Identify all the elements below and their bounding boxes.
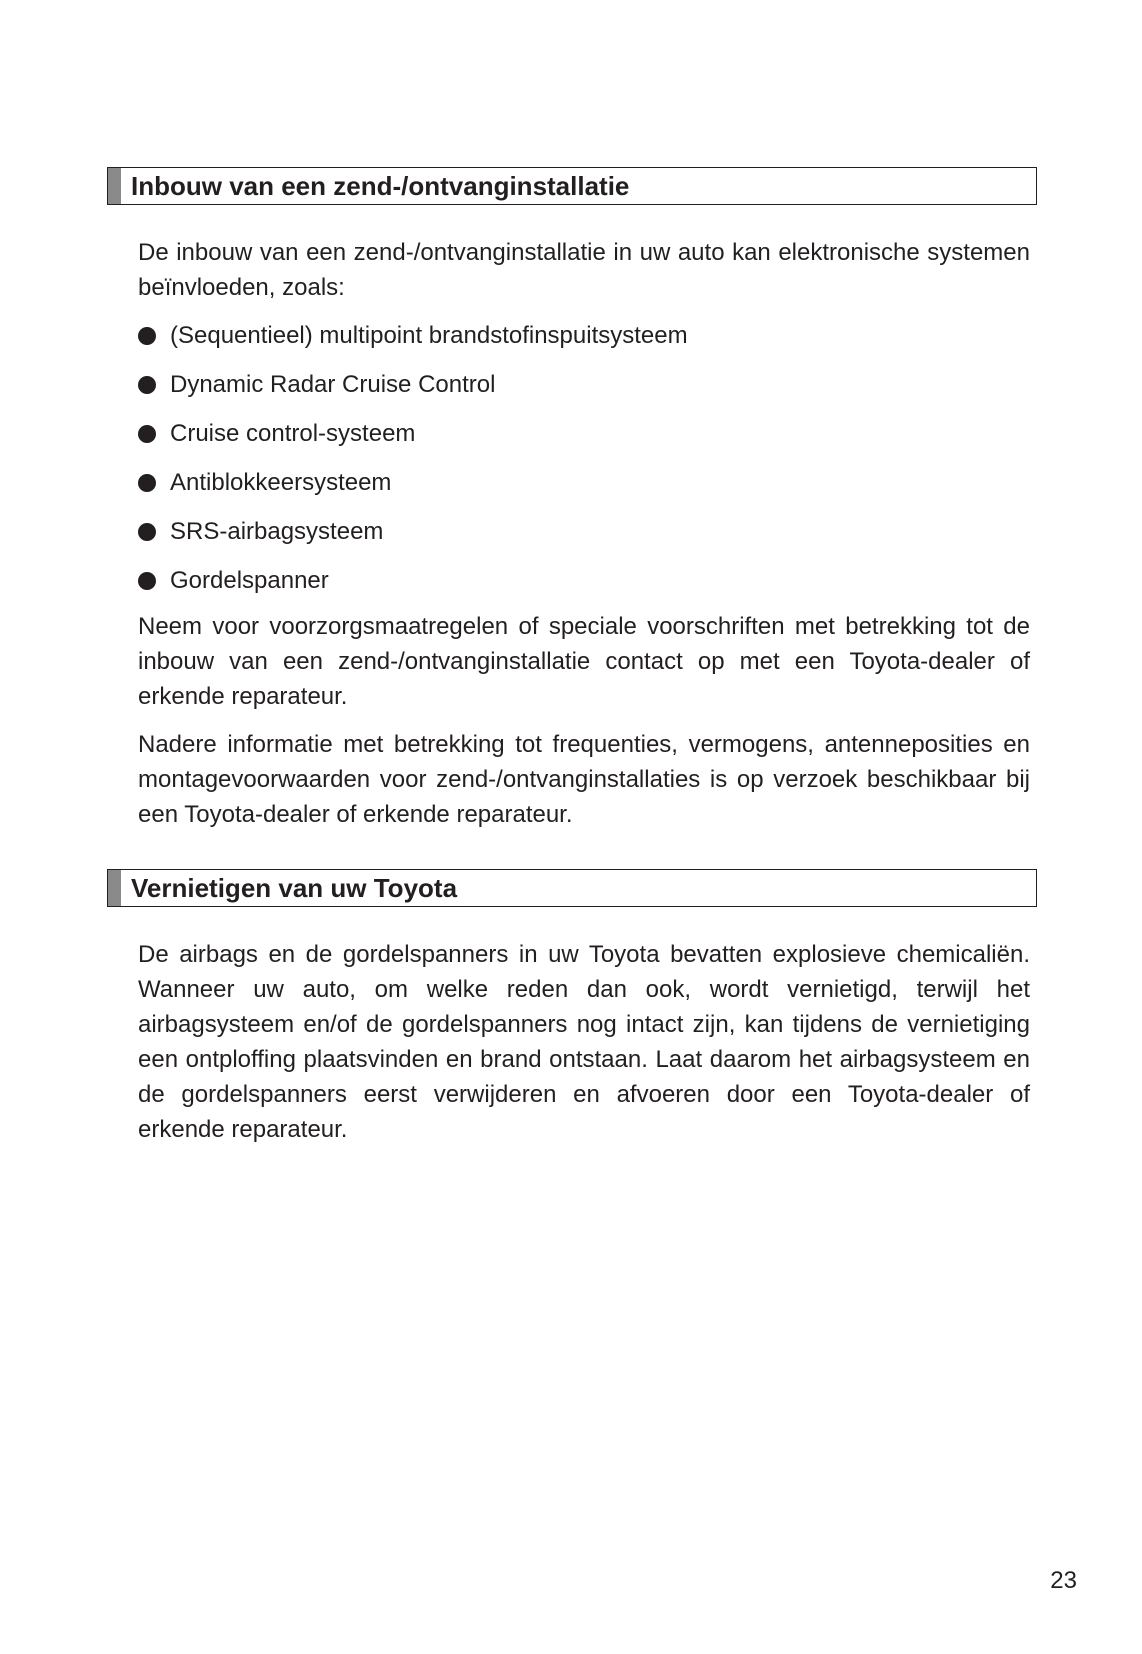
- bullet-icon: [138, 572, 156, 590]
- bullet-icon: [138, 523, 156, 541]
- affected-systems-list: [138, 311, 1030, 605]
- section-header-transmitter: [107, 167, 1037, 205]
- section-intro: De inbouw van een zend-/ontvanginstallatie in uw auto kan elektronische systemen beïnvloeden, zoals:: [138, 239, 1030, 301]
- further-info-paragraph: Nadere informatie met betrekking tot frequenties, vermogens, antenneposities en montagevoorwaarden voor zend-/ontvanginstallaties is op verzoek beschikbaar bij een Toyota-dealer of erkende reparateur.: [138, 731, 1030, 828]
- bullet-icon: [138, 425, 156, 443]
- list-item: (Sequentieel) multipoint brandstofinspuitsysteem: [138, 311, 1030, 360]
- section-title: Vernietigen van uw Toyota: [131, 873, 458, 903]
- bullet-icon: [138, 327, 156, 345]
- page-number: 23: [1050, 1567, 1077, 1594]
- list-item: SRS-airbagsysteem: [138, 507, 1030, 556]
- header-accent-bar: [108, 870, 121, 906]
- section-title: Inbouw van een zend-/ontvanginstallatie: [131, 171, 630, 201]
- bullet-icon: [138, 474, 156, 492]
- list-item: Antiblokkeersysteem: [138, 458, 1030, 507]
- section-header-disposal: [107, 869, 1037, 907]
- header-accent-bar: [108, 168, 121, 204]
- precautions-paragraph: Neem voor voorzorgsmaatregelen of speciale voorschriften met betrekking tot de inbouw van een zend-/ontvanginstallatie contact op met een Toyota-dealer of erkende reparateur.: [138, 613, 1030, 710]
- list-item: Dynamic Radar Cruise Control: [138, 360, 1030, 409]
- list-item: Cruise control-systeem: [138, 409, 1030, 458]
- disposal-paragraph: De airbags en de gordelspanners in uw Toyota bevatten explosieve chemicaliën. Wanneer uw auto, om welke reden dan ook, wordt vernietigd, terwijl het airbagsysteem en/of de gordelspanners nog intact zijn, kan tijdens de vernietiging een ontploffing plaatsvinden en brand ontstaan. Laat daarom het airbagsysteem en de gordelspanners eerst verwijderen en afvoeren door een Toyota-dealer of erkende reparateur.: [138, 941, 1030, 1143]
- list-item: Gordelspanner: [138, 556, 1030, 605]
- bullet-icon: [138, 376, 156, 394]
